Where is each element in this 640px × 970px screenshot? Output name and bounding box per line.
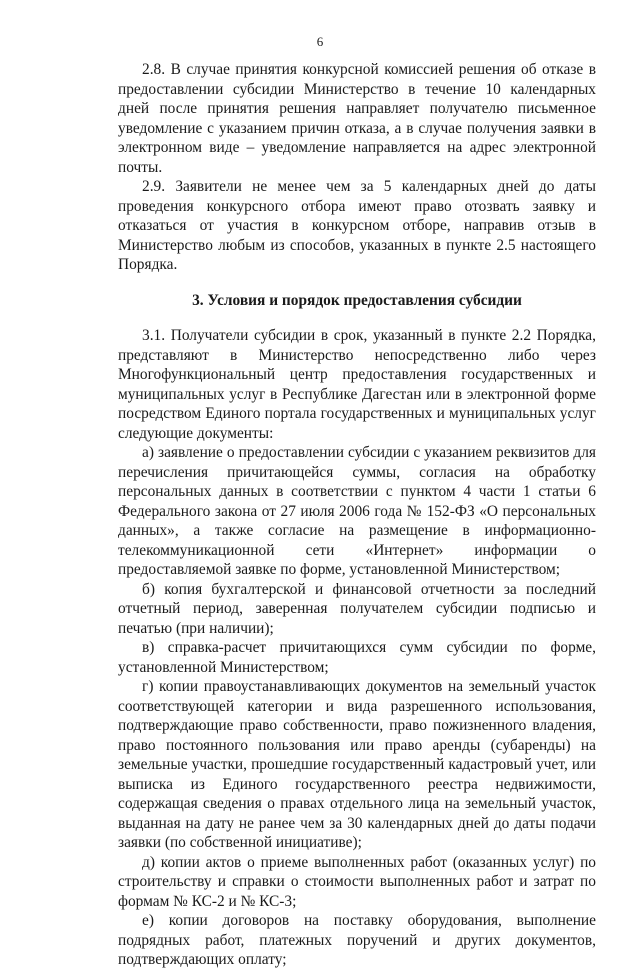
- list-item-b: б) копия бухгалтерской и финансовой отчетности за последний отчетный период, заверенная получателем субсидии подписью и печатью (при наличии);: [118, 580, 596, 637]
- list-item-a: а) заявление о предоставлении субсидии с указанием реквизитов для перечисления причитающейся суммы, согласия на обработку персональных данных в соответствии с пунктом 4 части 1 статьи 6 Федерального закона от 27 июля 2006 года № 152-ФЗ «О персональных данных», а также согласие на размещение в информационно-телекоммуникационной сети «Интернет» информации о предоставляемой заявке по форме, установленной Министерством;: [118, 444, 596, 578]
- list-item-d: д) копии актов о приеме выполненных работ (оказанных услуг) по строительству и справки о стоимости выполненных работ и затрат по формам № КС-2 и № КС-3;: [118, 853, 596, 910]
- list-item-e: е) копии договоров на поставку оборудования, выполнение подрядных работ, платежных поручений и других документов, подтверждающих оплату;: [118, 912, 596, 968]
- paragraph-2-9: 2.9. Заявители не менее чем за 5 календарных дней до даты проведения конкурсного отбора имеют право отозвать заявку и отказаться от участия в конкурсном отборе, направив отзыв в Министерство любым из способов, указанных в пункте 2.5 настоящего Порядка.: [118, 178, 596, 273]
- section-heading: 3. Условия и порядок предоставления субсидии: [192, 291, 522, 309]
- paragraph-2-8: 2.8. В случае принятия конкурсной комиссией решения об отказе в предоставлении субсидии Министерство в течение 10 календарных дней после принятия решения направляет получателю письменное уведомление с указанием причин отказа, а в случае получения заявки в электронном виде – уведомление направляется на адрес электронной почты.: [118, 61, 596, 176]
- document-body: [118, 60, 596, 970]
- paragraph-3-1: 3.1. Получатели субсидии в срок, указанный в пункте 2.2 Порядка, представляют в Министерство непосредственно либо через Многофункциональный центр предоставления государственных и муниципальных услуг в Республике Дагестан или в электронной форме посредством Единого портала государственных и муниципальных услуг следующие документы:: [118, 327, 596, 442]
- list-item-g: г) копии правоустанавливающих документов на земельный участок соответствующей категории и вида разрешенного использования, подтверждающие право собственности, право пожизненного владения, право постоянного пользования или право аренды (субаренды) на земельные участки, прошедшие государственный кадастровый учет, или выписка из Единого государственного реестра недвижимости, содержащая сведения о правах отдельного лица на земельный участок, выданная на дату не ранее чем за 30 календарных дней до даты подачи заявки (по собственной инициативе);: [118, 678, 596, 851]
- list-item-v: в) справка-расчет причитающихся сумм субсидии по форме, установленной Министерством;: [118, 639, 596, 676]
- page-number: 6: [316, 34, 324, 49]
